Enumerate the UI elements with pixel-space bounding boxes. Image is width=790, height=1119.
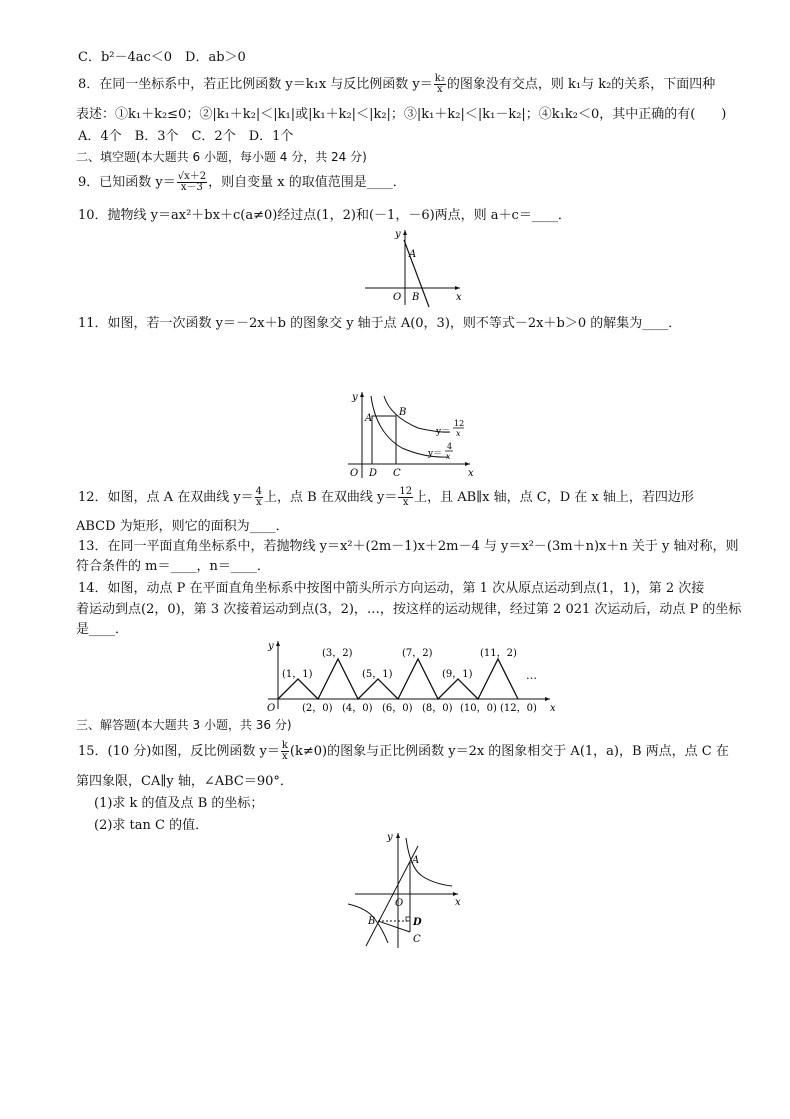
- fig14-label-11-2: (11，2): [480, 648, 517, 659]
- fig14-zigzag-path: [278, 659, 518, 699]
- fig14-y-arrow: [276, 641, 280, 646]
- fig11-point-b-label: B: [412, 292, 420, 303]
- fig14-label-3-2: (3，2): [322, 648, 353, 659]
- fig12-origin-label: O: [350, 468, 359, 479]
- fig15-segment-bc: [378, 921, 410, 932]
- q13-line1: 13．在同一平面直角坐标系中，若抛物线 y＝x²＋(2m－1)x＋2m－4 与 y＝x²－(3m＋n)x＋n 关于 y 轴对称，则: [78, 539, 739, 554]
- q9: [78, 172, 406, 193]
- fig15-right-angle-mark: [406, 917, 410, 921]
- fig15-point-b-label: B: [368, 916, 376, 927]
- q9-text-a: 9．已知函数 y＝: [78, 175, 176, 190]
- figure-q15: [340, 828, 470, 950]
- q13-line2: 符合条件的 m＝____，n＝____．: [76, 559, 270, 574]
- fig14-label-4-0: (4，0): [342, 703, 373, 714]
- fig14-x-label: x: [550, 703, 556, 714]
- q8-line1: [78, 74, 715, 95]
- q8-fraction: [434, 74, 446, 95]
- q7-options: C．b²－4ac＜0 D．ab＞0: [78, 50, 246, 65]
- fig12-point-c-label: C: [393, 468, 401, 479]
- q14-line3: 是____．: [76, 622, 129, 637]
- fig12-point-d-label: D: [369, 468, 378, 479]
- q12-text-a: 12．如图，点 A 在双曲线 y＝: [78, 490, 254, 505]
- fig15-point-d-label: D: [413, 917, 422, 928]
- fig14-label-5-1: (5，1): [362, 669, 393, 680]
- fig12-x-arrow: [465, 462, 470, 466]
- q12-frac1-den: x: [256, 497, 262, 508]
- q15-text-b: (k≠0)的图象与正比例函数 y＝2x 的图象相交于 A(1，a)，B 两点，点 C 在: [289, 744, 729, 759]
- fig12-point-a-label: A: [365, 413, 373, 424]
- fig15-y-label: y: [387, 832, 393, 843]
- fig14-origin-label: O: [267, 703, 276, 714]
- fig14-label-2-0: (2，0): [302, 703, 333, 714]
- fig15-point-a-label: A: [412, 855, 420, 866]
- fig14-label-9-1: (9，1): [442, 669, 473, 680]
- q15-frac-den: x: [282, 751, 288, 762]
- q10: 10．抛物线 y＝ax²＋bx＋c(a≠0)经过点(1，2)和(－1，－6)两点，则 a＋c＝____．: [78, 208, 571, 223]
- fig12-curve2-den: x: [446, 452, 451, 461]
- fig12-curve2-label: y＝: [428, 449, 443, 459]
- fig14-label-8-0: (8，0): [422, 703, 453, 714]
- q11: 11．如图，若一次函数 y＝－2x＋b 的图象交 y 轴于点 A(0，3)，则不等式－2x＋b＞0 的解集为____．: [78, 316, 682, 331]
- fig14-label-12-0: (12，0): [500, 703, 537, 714]
- q12-frac2-den: x: [402, 497, 409, 508]
- fig12-curve1-num: 12: [454, 419, 465, 428]
- fig11-x-arrow: [455, 286, 460, 290]
- q12-fraction-2: [398, 487, 413, 508]
- q12-frac1-num: 4: [255, 486, 263, 497]
- q12-fraction-1: [255, 487, 263, 508]
- fig15-origin-label: O: [395, 898, 404, 909]
- fig12-curve1-label: y＝: [436, 427, 451, 437]
- section-3-heading: 三、解答题(本大题共 3 小题，共 36 分): [76, 718, 292, 732]
- q8-line2: 表述：①k₁＋k₂≤0；②|k₁＋k₂|＜|k₁|或|k₁＋k₂|＜|k₂|；③|k₁＋k₂|＜|k₁－k₂|；④k₁k₂＜0，其中正确的有( ): [76, 107, 727, 122]
- q14-line1: 14．如图，动点 P 在平面直角坐标系中按图中箭头所示方向运动，第 1 次从原点运动到点(1，1)，第 2 次接: [78, 581, 705, 596]
- q8-frac-num: k₂: [434, 73, 445, 84]
- q8-line1-b: 的图象没有交点，则 k₁与 k₂的关系，下面四种: [446, 77, 716, 92]
- fig12-x-label: x: [468, 468, 474, 479]
- q15-frac-num: k: [281, 740, 288, 751]
- fig15-point-c-label: C: [413, 934, 421, 945]
- q12-text-c: 上，且 AB∥x 轴，点 C，D 在 x 轴上，若四边形: [414, 490, 694, 505]
- q15-line1: [78, 741, 729, 762]
- q8-options: A．4个 B．3个 C．2个 D．1个: [78, 129, 294, 144]
- fig12-curve1-den: x: [456, 429, 461, 438]
- fig15-y-arrow: [396, 833, 400, 838]
- fig11-origin-label: O: [393, 292, 402, 303]
- fig11-x-label: x: [456, 292, 462, 303]
- q15-fraction: [281, 741, 289, 762]
- fig14-label-6-0: (6，0): [382, 703, 413, 714]
- q12-text-b: 上，点 B 在双曲线 y＝: [264, 490, 398, 505]
- section-2-heading: 二、填空题(本大题共 6 小题，每小题 4 分，共 24 分): [76, 150, 367, 164]
- q15-line2: 第四象限，CA∥y 轴，∠ABC＝90°．: [76, 774, 293, 789]
- q12-frac2-num: 12: [399, 486, 413, 497]
- q9-frac-num: √x＋2: [177, 171, 207, 182]
- fig12-curve2-num: 4: [447, 442, 453, 451]
- fig11-y-arrow: [403, 230, 407, 235]
- fig12-point-b-label: B: [399, 407, 407, 418]
- fig15-x-arrow: [453, 892, 458, 896]
- q15-part2: (2)求 tan C 的值．: [94, 818, 209, 833]
- q12-line2: ABCD 为矩形，则它的面积为____．: [76, 519, 289, 534]
- q8-frac-den: x: [437, 84, 443, 95]
- fig11-point-a-label: A: [409, 249, 417, 260]
- fig11-y-label: y: [395, 229, 401, 240]
- q15-part1: (1)求 k 的值及点 B 的坐标；: [94, 796, 264, 811]
- q14-line2: 着运动到点(2，0)，第 3 次接着运动到点(3，2)，…，按这样的运动规律，经过第 2 021 次运动后，动点 P 的坐标: [76, 602, 742, 617]
- fig12-y-label: y: [352, 392, 358, 403]
- q9-fraction: [177, 172, 207, 193]
- q15-text-a: 15．(10 分)如图，反比例函数 y＝: [78, 744, 280, 759]
- fig14-label-7-2: (7，2): [402, 648, 433, 659]
- fig14-x-arrow: [545, 697, 550, 701]
- fig14-label-1-1: (1，1): [282, 669, 313, 680]
- figure-q12: [340, 388, 480, 480]
- q12-line1: [78, 487, 694, 508]
- fig12-rectangle-abcd: [372, 416, 396, 464]
- fig14-label-10-0: (10，0): [460, 703, 497, 714]
- fig14-ellipsis: …: [526, 669, 537, 682]
- q9-frac-den: x－3: [180, 182, 203, 193]
- q9-text-b: ，则自变量 x 的取值范围是____．: [208, 175, 406, 190]
- figure-q11: [360, 225, 470, 310]
- q8-line1-a: 8．在同一坐标系中，若正比例函数 y＝k₁x 与反比例函数 y＝: [78, 77, 433, 92]
- figure-q14: [258, 637, 558, 717]
- fig15-x-label: x: [455, 897, 461, 908]
- fig12-y-arrow: [360, 392, 364, 397]
- fig14-y-label: y: [268, 641, 274, 652]
